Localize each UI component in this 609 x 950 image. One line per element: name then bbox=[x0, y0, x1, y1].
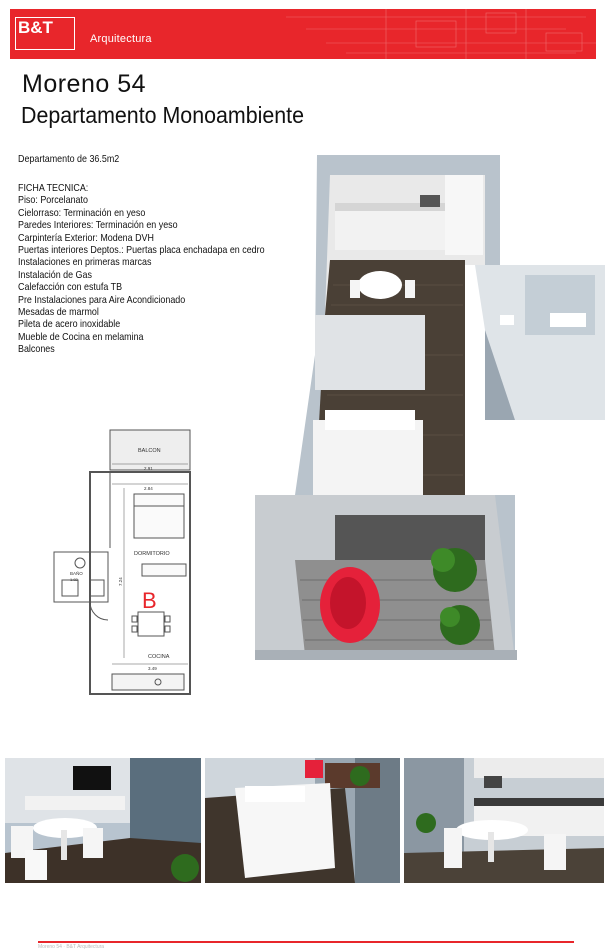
plan-unit-letter: B bbox=[142, 588, 157, 613]
plan-label-cocina: COCINA bbox=[148, 654, 170, 660]
spec-heading: FICHA TECNICA: bbox=[18, 182, 89, 194]
photo-kitchen bbox=[404, 758, 604, 883]
spec-item: Carpintería Exterior: Modena DVH bbox=[18, 231, 154, 244]
area-text: Departamento de 36.5m2 bbox=[18, 153, 120, 165]
plan-label-bano: BAÑO bbox=[70, 571, 83, 576]
photo-dining bbox=[5, 758, 201, 883]
spec-item: Instalación de Gas bbox=[18, 268, 92, 281]
spec-item: Cielorraso: Terminación en yeso bbox=[18, 206, 146, 219]
plan-dim-bano: 1.82 bbox=[70, 577, 78, 582]
photo-bedroom bbox=[205, 758, 400, 883]
header-banner bbox=[10, 9, 596, 59]
spec-item: Mesadas de marmol bbox=[18, 306, 99, 319]
floor-plan bbox=[52, 428, 202, 696]
plan-label-balcon: BALCON bbox=[138, 448, 161, 454]
logo: B&T bbox=[18, 18, 53, 37]
spec-item: Balcones bbox=[18, 343, 55, 356]
blueprint-pattern bbox=[266, 9, 596, 59]
spec-item: Pre Instalaciones para Aire Acondicionado bbox=[18, 293, 186, 306]
plan-dim-cocina: 3.49 bbox=[148, 666, 157, 671]
page-title: Moreno 54 bbox=[22, 70, 147, 98]
dining-photo bbox=[5, 758, 201, 883]
page-subtitle: Departamento Monoambiente bbox=[21, 102, 304, 128]
spec-list bbox=[18, 182, 265, 356]
footer-text: Moreno 54 · B&T Arquitectura bbox=[38, 944, 105, 950]
footer-divider bbox=[38, 941, 574, 943]
render-3d bbox=[255, 155, 605, 660]
plan-label-dormitorio: DORMITORIO bbox=[134, 551, 170, 557]
spec-item: Piso: Porcelanato bbox=[18, 194, 88, 207]
spec-item: Puertas interiores Deptos.: Puertas placa enchadapa en cedro bbox=[18, 244, 265, 257]
plan-dim-dormitorio: 2.84 bbox=[144, 486, 153, 491]
spec-item: Paredes Interiores: Terminación en yeso bbox=[18, 219, 178, 232]
kitchen-photo bbox=[404, 758, 604, 883]
spec-item: Mueble de Cocina en melamina bbox=[18, 330, 144, 343]
plan-dim-balcon: 2.91 bbox=[144, 466, 153, 471]
logo-subtitle: Arquitectura bbox=[90, 33, 152, 45]
spec-item: Pileta de acero inoxidable bbox=[18, 318, 121, 331]
spec-item: Instalaciones en primeras marcas bbox=[18, 256, 152, 269]
bedroom-photo bbox=[205, 758, 400, 883]
plan-dim-height: 7.24 bbox=[118, 577, 123, 586]
spec-item: Calefacción con estufa TB bbox=[18, 281, 123, 294]
